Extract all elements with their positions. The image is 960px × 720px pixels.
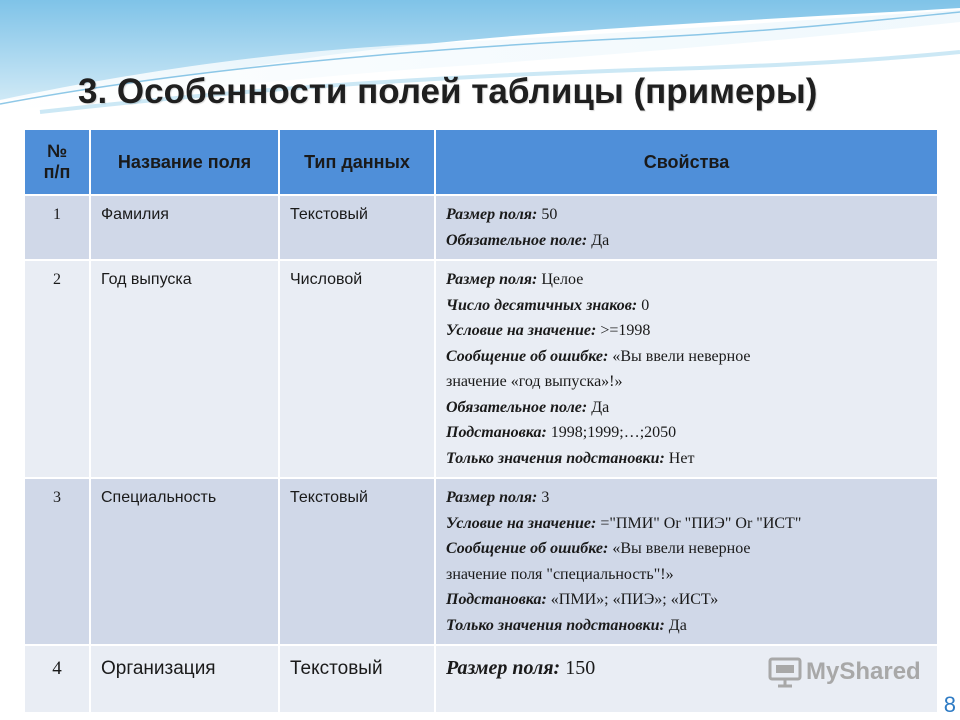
table-row <box>24 260 938 478</box>
fields-table <box>23 128 939 714</box>
property-value: 3 <box>537 489 550 506</box>
property-label: Подстановка: <box>446 591 547 608</box>
property-label: Условие на значение: <box>446 514 597 532</box>
property-value: значение поля "специальность"!» <box>446 565 674 583</box>
property-value: «ПМИ»; «ПИЭ»; «ИСТ» <box>546 591 719 608</box>
property-label: Размер поля: <box>446 657 561 679</box>
presentation-board-icon <box>768 656 802 688</box>
property-label: Только значения подстановки: <box>446 616 665 634</box>
field-name: Год выпуска <box>90 260 279 478</box>
header-field-name: Название поля <box>90 129 279 195</box>
properties-cell <box>435 478 938 645</box>
table-header-row <box>24 129 938 195</box>
property-value: значение «год выпуска»!» <box>446 373 623 390</box>
property-line <box>446 420 927 446</box>
property-line <box>446 446 927 472</box>
field-name: Организация <box>90 645 279 713</box>
property-line <box>446 293 927 319</box>
property-value: 0 <box>637 296 650 314</box>
data-type: Числовой <box>279 260 435 478</box>
property-value: Да <box>587 231 610 249</box>
property-line <box>446 318 927 344</box>
property-value: ="ПМИ" Or "ПИЭ" Or "ИСТ" <box>596 514 802 532</box>
property-label: Подстановка: <box>446 424 547 441</box>
header-properties: Свойства <box>435 129 938 195</box>
property-value: Да <box>664 616 687 634</box>
property-label: Только значения подстановки: <box>446 449 665 467</box>
property-line <box>446 485 927 511</box>
row-number: 2 <box>24 260 90 478</box>
table-row <box>24 478 938 645</box>
property-value: Нет <box>664 449 695 467</box>
row-number: 1 <box>24 195 90 260</box>
property-line <box>446 228 927 254</box>
property-line <box>446 267 927 293</box>
property-line <box>446 536 927 562</box>
property-line <box>446 587 927 613</box>
page-number: 8 <box>943 692 956 717</box>
property-line <box>446 613 927 639</box>
watermark-logo <box>768 656 921 688</box>
property-label: Число десятичных знаков: <box>446 296 638 314</box>
property-value: Целое <box>537 271 584 288</box>
field-name: Фамилия <box>90 195 279 260</box>
property-label: Условие на значение: <box>446 322 597 339</box>
data-type: Текстовый <box>279 195 435 260</box>
property-value: >=1998 <box>596 322 651 339</box>
property-label: Обязательное поле: <box>446 398 588 416</box>
table-row <box>24 195 938 260</box>
property-line <box>446 511 927 537</box>
header-data-type: Тип данных <box>279 129 435 195</box>
watermark-text: MyShared <box>806 658 921 685</box>
field-name: Специальность <box>90 478 279 645</box>
property-value: Да <box>587 398 610 416</box>
data-type: Текстовый <box>279 645 435 713</box>
property-line <box>446 395 927 421</box>
property-value: 50 <box>537 206 558 223</box>
row-number: 4 <box>24 645 90 713</box>
property-value: «Вы ввели неверное <box>608 347 751 365</box>
property-label: Обязательное поле: <box>446 231 588 249</box>
property-label: Размер поля: <box>446 489 538 506</box>
property-value: 150 <box>560 657 596 679</box>
property-line <box>446 369 927 395</box>
property-line <box>446 344 927 370</box>
property-label: Сообщение об ошибке: <box>446 347 609 365</box>
properties-cell <box>435 260 938 478</box>
property-label: Размер поля: <box>446 271 538 288</box>
property-label: Размер поля: <box>446 206 538 223</box>
property-line <box>446 562 927 588</box>
property-value: 1998;1999;…;2050 <box>546 424 677 441</box>
property-value: «Вы ввели неверное <box>608 540 751 557</box>
properties-cell <box>435 195 938 260</box>
property-line <box>446 202 927 228</box>
row-number: 3 <box>24 478 90 645</box>
data-type: Текстовый <box>279 478 435 645</box>
header-number: № п/п <box>24 129 90 195</box>
property-label: Сообщение об ошибке: <box>446 540 609 557</box>
slide-title: 3. Особенности полей таблицы (примеры) <box>78 72 818 111</box>
